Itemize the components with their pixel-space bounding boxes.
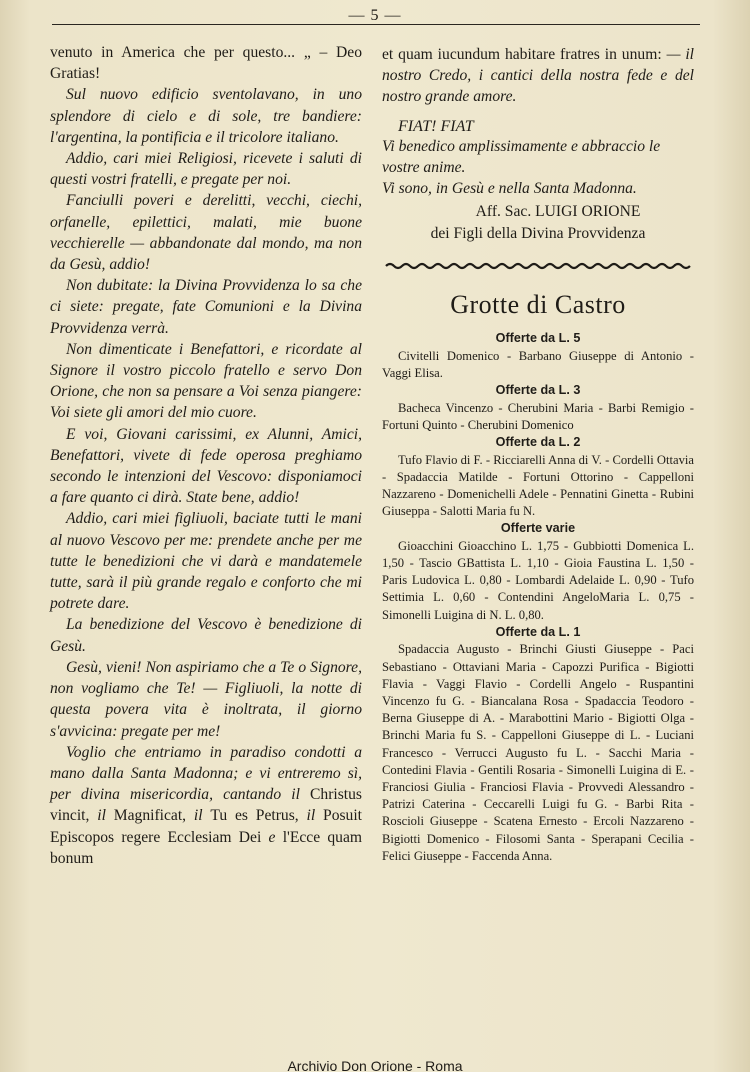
text-segment: Voglio che entriamo in paradiso condotti a mano dalla Santa Madonna; e vi entreremo sì, per divina misericordia, cantando — [50, 743, 362, 804]
offer-group-donors: Bacheca Vincenzo - Cherubini Maria - Barbi Remigio - Fortuni Quinto - Cherubini Domenico — [382, 400, 694, 432]
text-segment: Magnificat, — [113, 807, 187, 825]
letter-paragraph: E voi, Giovani carissimi, ex Alunni, Amici, Benefattori, vivete di fede operosa preghiamo secondo le intenzioni del Vescovo: disponiamoci a fare quanto ci dirà. State bene, addio! — [50, 425, 362, 507]
text-segment: e — [268, 828, 276, 846]
offer-group-donors: Civitelli Domenico - Barbano Giuseppe di Antonio - Vaggi Elisa. — [382, 348, 694, 380]
archive-footer: Archivio Don Orione - Roma — [287, 1058, 463, 1072]
text-segment: l'Ecce quam bonum — [50, 828, 362, 867]
offers-list — [382, 330, 694, 865]
offer-group-donors: Gioacchini Gioacchino L. 1,75 - Gubbiotti Domenica L. 1,50 - Tascio GBattista L. 1,10 - Gioia Faustina L. 1,50 - Paris Ludovica L. 0,80 - Lombardi Adelaide L. 0,90 - Tufo Settimia L. 0,60 - Contendini AngeloMaria L. 0,75 - Simonelli Luigina di N. L. 0,80. — [382, 538, 694, 622]
letter-paragraph: Gesù, vieni! Non aspiriamo che a Te o Signore, non vogliamo che Te! — Figliuoli, la notte di questa povera vita è inoltrata, il giorno s'avvicina: pregate per me! — [50, 658, 362, 740]
signature-congregation: dei Figli della Divina Provvidenza — [430, 225, 646, 243]
offer-group-heading: Offerte da L. 5 — [495, 331, 581, 346]
text-segment: il — [306, 807, 316, 825]
text-segment: Christus vincit, — [50, 786, 363, 825]
letter-paragraph: Addio, cari miei figliuoli, baciate tutti le mani al nuovo Vescovo per me: prendete anche per me tutte le benedizioni che vi darà e mandatemele tutte, sarà il più grande regalo e conforto che mi potrete dare. — [50, 510, 362, 613]
section-title: Grotte di Castro — [450, 290, 626, 320]
letter-paragraph: Fanciulli poveri e derelitti, vecchi, ciechi, orfanelle, epilettici, malati, mie buone vecchierelle — abbandonate dal mondo, ma non da Gesù, addio! — [50, 192, 362, 274]
letter-paragraph: Non dimenticate i Benefattori, e ricordate al Signore il vostro piccolo fratello e servo Don Orione, che non sa pensare a Voi senza piangere: Voi siete gli amori del mio cuore. — [50, 340, 362, 422]
fiat-line: FIAT! FIAT — [398, 117, 474, 135]
offer-group-heading: Offerte da L. 2 — [495, 435, 581, 450]
offer-group-donors: Spadaccia Augusto - Brinchi Giusti Giuseppe - Paci Sebastiano - Ottaviani Maria - Capozzi Purifica - Bigiotti Flavia - Vaggi Flavio - Cordelli Angelo - Ruspantini Vincenzo fu G. - Biancalana Rosa - Spadaccia Teodoro - Berna Giuseppe di A. - Marabottini Mario - Bigiotti Olga - Brinchi Maria fu S. - Cappelloni Giuseppe di L. - Luciani Francesco - Verrucci Augusto fu L. - Sacchi Maria - Contedini Flavia - Gentili Rosaria - Simonelli Luigina di E. - Franciosi Giulia - Franciosi Flavia - Provvedi Alessandro - Patrizi Caterina - Ceccarelli Luigi fu G. - Barbi Rita - Roscioli Giuseppe - Scatena Ernesto - Ercoli Nazzareno - Bigiotti Domenico - Filosomi Santa - Sperapani Cecilia - Felici Giuseppe - Faccenda Anna. — [382, 642, 694, 863]
page-number: — 5 — — [348, 7, 402, 24]
letter-paragraph: Non dubitate: la Divina Provvidenza lo sa che ci siete: pregate, fate Comunioni e la Divina Provvidenza verrà. — [50, 277, 362, 337]
letter-paragraph: Addio, cari miei Religiosi, ricevete i saluti di questi vostri fratelli, e pregate per noi. — [50, 150, 362, 189]
letter-column-right — [382, 44, 694, 865]
text-segment: Tu es Petrus, — [210, 807, 299, 825]
wavy-divider — [382, 261, 694, 271]
text-segment: il — [97, 807, 106, 825]
offer-group-heading: Offerte varie — [500, 521, 576, 536]
offer-group-heading: Offerte da L. 3 — [495, 383, 581, 398]
letter-continuation — [382, 44, 694, 108]
letter-column-left — [50, 42, 362, 869]
letter-paragraph: Sul nuovo edificio sventolavano, in uno splendore di cielo e di sole, tre bandiere: l'argentina, la pontificia e il tricolore italiano. — [50, 86, 362, 146]
letter-paragraph: venuto in America che per questo... „ – Deo Gratias! — [50, 44, 362, 83]
offer-group-heading: Offerte da L. 1 — [495, 624, 581, 639]
blessing-line: Vi sono, in Gesù e nella Santa Madonna. — [382, 180, 637, 198]
header-rule — [52, 24, 700, 25]
blessing-line: Vi benedico amplissimamente e abbraccio le vostre anime. — [382, 137, 661, 176]
text-segment: — il nostro Credo, i cantici della nostra fede e del nostro grande amore. — [382, 46, 694, 106]
letter-paragraph: La benedizione del Vescovo è benedizione di Gesù. — [50, 616, 362, 655]
letter-paragraph-last — [50, 742, 362, 869]
text-segment: il — [291, 786, 300, 804]
signature-name: Aff. Sac. LUIGI ORIONE — [475, 203, 641, 221]
offer-group-donors: Tufo Flavio di F. - Ricciarelli Anna di V. - Cordelli Ottavia - Spadaccia Matilde - Fortuni Ottorino - Cappelloni Nazzareno - Domenichelli Adele - Pennatini Ginetta - Rubini Giuseppa - Salotti Maria fu N. — [382, 452, 694, 519]
signature — [382, 201, 694, 245]
text-segment: et quam iucundum habitare fratres in unum: — [382, 46, 662, 63]
text-segment: il — [193, 807, 203, 825]
text-segment: Posuit Episcopos regere Ecclesiam Dei — [50, 807, 363, 846]
